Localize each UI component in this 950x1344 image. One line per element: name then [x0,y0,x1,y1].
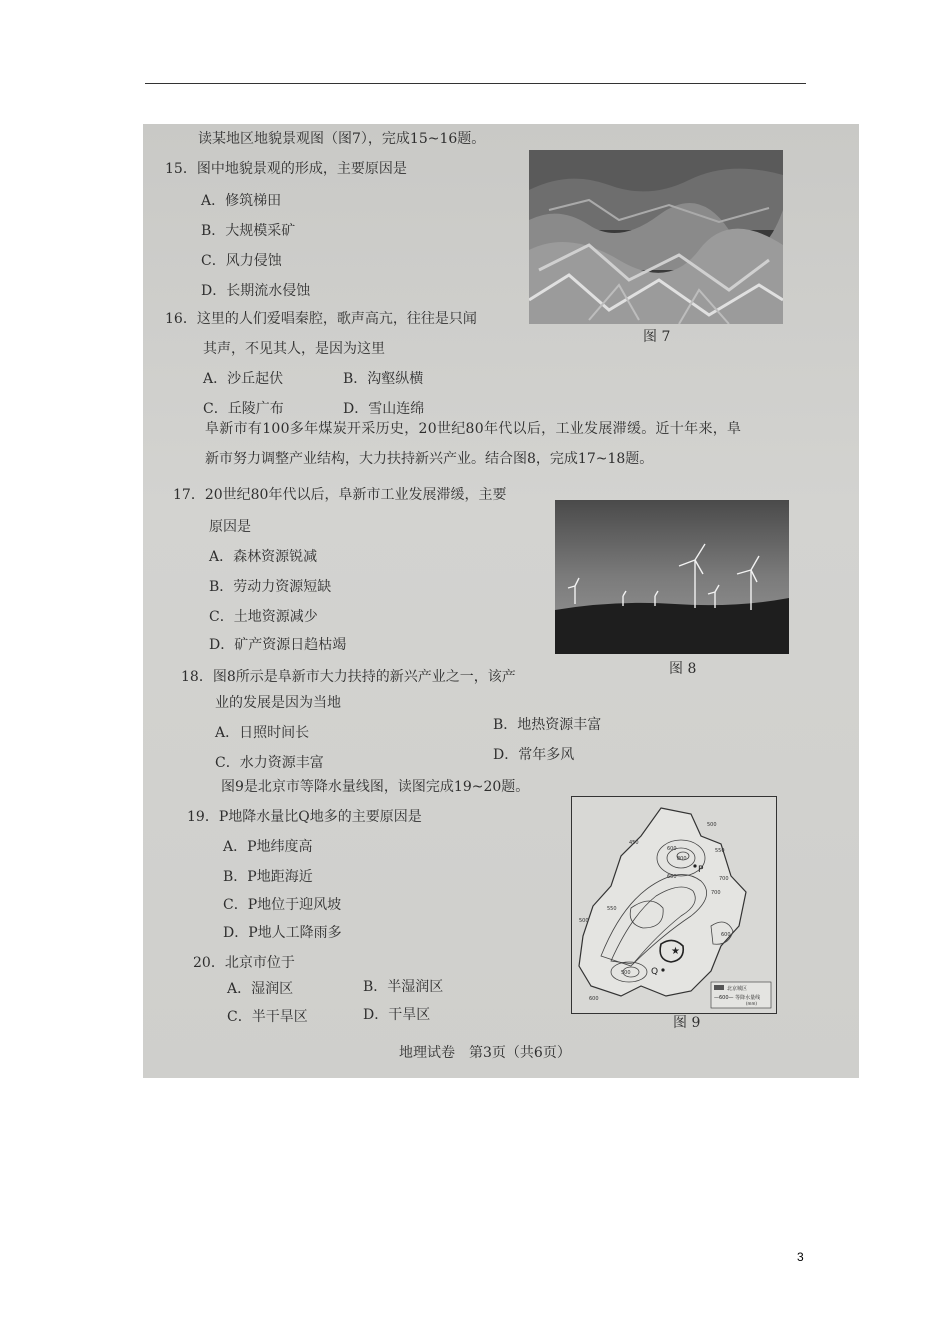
q17-option-b: B．劳动力资源短缺 [209,579,332,595]
point-q-label: Q [651,967,659,977]
q17-stem-line2: 原因是 [209,519,251,535]
intro-15-16: 读某地区地貌景观图（图7），完成15~16题。 [198,131,486,147]
exam-page-photo [143,124,859,1078]
isoline-label: 600 [589,996,599,1002]
q16-stem-line2: 其声，不见其人，是因为这里 [203,341,385,357]
legend-urban-label: 北京城区 [727,986,748,992]
q20-stem: 20．北京市位于 [193,955,295,971]
q16-option-a: A．沙丘起伏 [203,371,284,387]
q20-option-c: C．半干旱区 [227,1009,308,1025]
q18-option-a: A．日照时间长 [215,725,310,741]
isoline-label: 450 [629,840,639,846]
isoline-label: 600 [721,932,731,938]
isoline-label: 800 [677,856,687,862]
q15-option-c: C．风力侵蚀 [201,253,282,269]
q20-option-d: D．干旱区 [363,1007,431,1023]
q17-option-c: C．土地资源减少 [209,609,318,625]
intro-17-18-line1: 阜新市有100多年煤炭开采历史，20世纪80年代以后，工业发展滞缓。近十年来，阜 [205,421,742,437]
q16-stem-line1: 16．这里的人们爱唱秦腔，歌声高亢，往往是只闻 [165,311,477,327]
q15-stem: 15．图中地貌景观的形成，主要原因是 [165,161,407,177]
fig8-wind-turbines-image [555,500,789,654]
q15-option-a: A．修筑梯田 [201,193,282,209]
fig7-caption: 图 7 [643,329,671,345]
q15-option-b: B．大规模采矿 [201,223,296,239]
isoline-label: 700 [711,890,721,896]
capital-star-icon: ★ [671,946,680,957]
q15-option-d: D．长期流水侵蚀 [201,283,311,299]
fig7-landscape-image [529,150,783,324]
intro-19-20: 图9是北京市等降水量线图，读图完成19~20题。 [221,779,530,795]
q17-option-a: A．森林资源锐减 [209,549,318,565]
page-number: 3 [797,1250,804,1264]
point-p-marker [693,864,696,867]
fig9-isohyet-map [571,796,777,1014]
q18-stem-line1: 18．图8所示是阜新市大力扶持的新兴产业之一，该产 [181,669,516,685]
q18-option-b: B．地热资源丰富 [493,717,602,733]
isoline-label: 700 [719,876,729,882]
q16-option-b: B．沟壑纵横 [343,371,424,387]
legend-isoline-label: —600— 等降水量线 [714,995,761,1001]
page-footer: 地理试卷 第3页（共6页） [399,1045,571,1061]
q16-option-d: D．雪山连绵 [343,401,425,417]
fig9-caption: 图 9 [673,1015,701,1031]
intro-17-18-line2: 新市努力调整产业结构，大力扶持新兴产业。结合图8，完成17~18题。 [205,451,654,467]
q19-stem: 19．P地降水量比Q地多的主要原因是 [187,809,422,825]
header-rule [145,83,806,84]
q17-stem-line1: 17．20世纪80年代以后，阜新市工业发展滞缓，主要 [173,487,507,503]
point-q-marker [661,968,664,971]
q19-option-d: D．P地人工降雨多 [223,925,342,941]
q16-option-c: C．丘陵广布 [203,401,284,417]
q19-option-b: B．P地距海近 [223,869,313,885]
fig9-legend [711,982,771,1008]
legend-unit-label: (mm) [746,1001,757,1006]
point-p-label: P [698,865,704,875]
isoline-label: 550 [607,906,617,912]
isoline-label: 550 [715,848,725,854]
q18-option-d: D．常年多风 [493,747,575,763]
isoline-label: 650 [667,874,677,880]
fig8-caption: 图 8 [669,661,697,677]
q18-option-c: C．水力资源丰富 [215,755,324,771]
isoline-label: 500 [621,970,631,976]
q18-stem-line2: 业的发展是因为当地 [215,695,341,711]
q17-option-d: D．矿产资源日趋枯竭 [209,637,347,653]
isoline-label: 600 [667,846,677,852]
q20-option-a: A．湿润区 [227,981,294,997]
q20-option-b: B．半湿润区 [363,979,444,995]
q19-option-a: A．P地纬度高 [223,839,313,855]
q19-option-c: C．P地位于迎风坡 [223,897,342,913]
isoline-label: 500 [579,918,589,924]
isoline-label: 500 [707,822,717,828]
